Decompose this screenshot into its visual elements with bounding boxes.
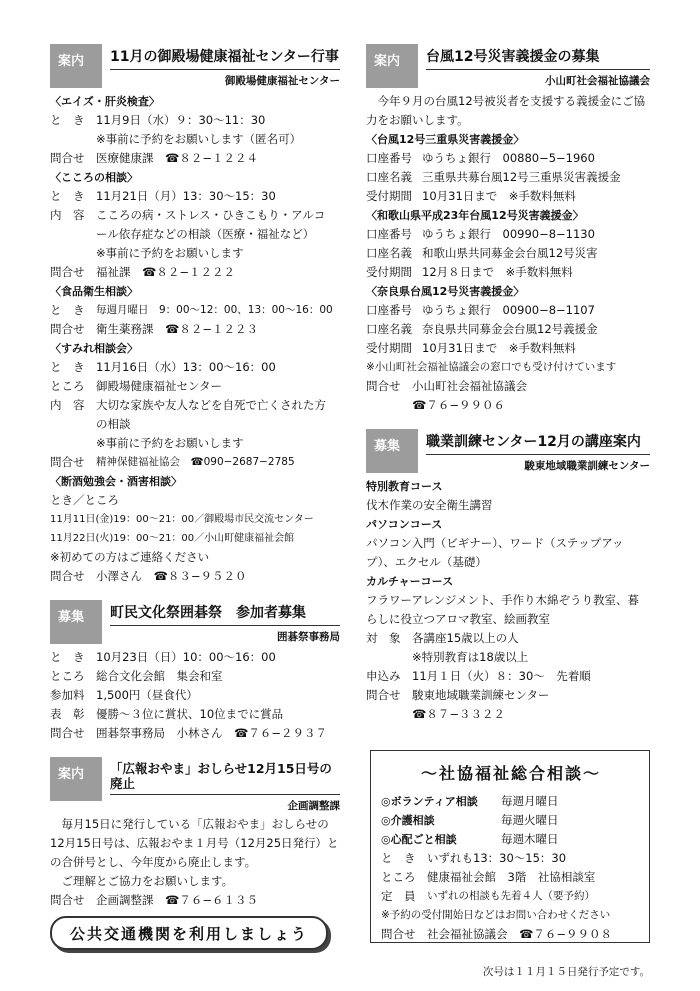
category-tag: 募集: [366, 429, 418, 473]
wakayama-period: 12月８日まで ※手数料無料: [422, 265, 573, 279]
drink-whenwhere: とき／ところ: [50, 493, 119, 507]
category-tag: 案内: [50, 757, 102, 801]
igo-body: [50, 648, 340, 743]
welfare-consultation-box: [370, 750, 650, 943]
consult-capacity: いずれの相談も先着４人（要予約）: [427, 890, 595, 902]
label: と き: [50, 303, 85, 317]
koho-text2: ご理解とご協力をお願いします。: [50, 874, 234, 888]
right-column: [366, 44, 650, 724]
sumire-content-cont: の相談: [96, 417, 131, 431]
section-org: 囲碁祭事務局: [277, 631, 340, 643]
koho-body: [50, 815, 340, 910]
label: ところ: [50, 379, 85, 393]
section-org: 小山町社会福祉協議会: [545, 75, 650, 87]
label: 問合せ: [366, 379, 401, 393]
mie-period: 10月31日まで ※手数料無料: [422, 189, 576, 203]
label: 口座名義: [366, 322, 412, 336]
mie-heading: 〈台風12号三重県災害義援金〉: [366, 133, 525, 146]
course3-body: フラワーアレンジメント、手作り木綿ぞうり教室、暮らしに役立つアロマ教室、絵画教室: [366, 593, 640, 626]
food-when: 毎週月曜日 9：00〜12：00、13：00〜16：00: [96, 304, 333, 316]
koho-contact: 企画調整課 ☎７６−６１３５: [96, 893, 258, 907]
label: 口座番号: [366, 227, 412, 241]
label: 対 象: [366, 631, 401, 645]
sumire-content: 大切な家族や友人などを自死で亡くされた方: [96, 398, 326, 412]
label: と き: [50, 189, 85, 203]
mind-when: 11月21日（月）13：30〜15：30: [96, 189, 276, 203]
consult-place: 健康福祉会館 3階 社協相談室: [427, 870, 596, 884]
label: 受付期間: [366, 265, 412, 279]
typhoon-intro: 今年９月の台風12号被災者を支援する義援金にご協力をお願いします。: [366, 94, 646, 127]
label: 問合せ: [381, 927, 416, 941]
koho-header: [50, 757, 340, 812]
label: と き: [381, 851, 416, 865]
label: と き: [50, 360, 85, 374]
label: 表 彰: [50, 707, 85, 721]
label: 問合せ: [50, 265, 85, 279]
igo-header: [50, 600, 340, 644]
label: 定 員: [381, 889, 416, 903]
food-heading: 〈食品衛生相談〉: [50, 285, 138, 298]
label: 受付期間: [366, 341, 412, 355]
worry-day: 毎週木曜日: [501, 832, 559, 846]
label: 問合せ: [50, 569, 85, 583]
drink-line1: 11月11日(金)19：00〜21：00／御殿場市民交流センター: [50, 514, 314, 525]
wakayama-account: ゆうちょ銀行 00990−8−1130: [422, 227, 595, 241]
training-contact: 駿東地域職業訓練センター: [412, 688, 550, 702]
typhoon-tel: ☎７６−９９０６: [412, 398, 505, 412]
course1-heading: 特別教育コース: [366, 480, 443, 493]
label: と き: [50, 650, 85, 664]
section-title: 町民文化祭囲碁祭 参加者募集: [110, 600, 340, 626]
typhoon-header: [366, 44, 650, 88]
mind-note: ※事前に予約をお願いします: [96, 246, 244, 260]
igo-place: 総合文化会館 集会和室: [96, 669, 223, 683]
label: と き: [50, 113, 85, 127]
igo-award: 優勝〜３位に賞状、10位までに賞品: [96, 707, 284, 721]
label: 参加料: [50, 688, 85, 702]
aids-when: 11月9日（水）９：30〜11：30: [96, 113, 266, 127]
label: ◎介護相談: [381, 814, 435, 827]
mie-account: ゆうちょ銀行 00880−5−1960: [422, 151, 595, 165]
left-column: [50, 44, 340, 910]
section-org: 企画調整課: [287, 800, 340, 812]
course2-body: パソコン入門（ビギナー）、ワード（ステップアップ）、エクセル（基礎）: [366, 536, 624, 569]
label: ところ: [50, 669, 85, 683]
label: 内 容: [50, 208, 85, 222]
label: 問合せ: [50, 151, 85, 165]
typhoon-contact: 小山町社会福祉協議会: [412, 379, 527, 393]
label: 問合せ: [50, 455, 85, 469]
training-target-note: ※特別教育は18歳以上: [412, 650, 529, 664]
drink-heading: 〈断酒勉強会・酒害相談〉: [50, 475, 182, 488]
typhoon-body: [366, 92, 650, 415]
section-org: 駿東地域職業訓練センター: [524, 460, 650, 472]
label: 問合せ: [50, 726, 85, 740]
category-tag: 案内: [366, 44, 418, 88]
wakayama-heading: 〈和歌山県平成23年台風12号災害義援金〉: [366, 209, 584, 222]
section-title: 11月の御殿場健康福祉センター行事: [110, 44, 340, 70]
care-day: 毎週火曜日: [501, 813, 559, 827]
label: 口座名義: [366, 246, 412, 260]
typhoon-note: ※小山町社会福祉協議会の窓口でも受け付けています: [366, 361, 617, 373]
food-contact: 衛生薬務課 ☎８２−１２２３: [96, 322, 258, 336]
igo-when: 10月23日（日）10：00〜16：00: [96, 650, 276, 664]
igo-contact: 囲碁祭事務局 小林さん ☎７６−２９３７: [96, 726, 327, 740]
course3-heading: カルチャーコース: [366, 575, 454, 588]
mind-heading: 〈こころの相談〉: [50, 171, 138, 184]
label: ◎ボランティア相談: [381, 795, 478, 808]
label: ところ: [381, 870, 416, 884]
mind-content: こころの病・ストレス・ひきこもり・アルコ: [96, 208, 326, 222]
training-body: [366, 477, 650, 724]
koho-text: 毎月15日に発行している「広報おやま」おしらせの12月15日号は、広報おやま１月号（12月25日発行）との合併号とし、今年度から廃止します。: [50, 817, 339, 869]
training-header: [366, 429, 650, 473]
label: ◎心配ごと相談: [381, 833, 457, 846]
nara-name: 奈良県共同募金会台風12号義援金: [422, 322, 598, 336]
next-issue-note: 次号は１１月１５日発行予定です。: [482, 966, 650, 978]
consult-contact: 社会福祉協議会 ☎７６−９９０８: [427, 927, 612, 941]
sumire-when: 11月16日（水）13：00〜16：00: [96, 360, 276, 374]
section-title: 職業訓練センター12月の講座案内: [426, 429, 650, 455]
label: 問合せ: [366, 688, 401, 702]
aids-note: ※事前に予約をお願いします（匿名可）: [96, 132, 302, 146]
label: 口座番号: [366, 303, 412, 317]
gotemba-events-body: [50, 92, 340, 586]
label: 内 容: [50, 398, 85, 412]
label: 口座名義: [366, 170, 412, 184]
public-transport-banner: 公共交通機関を利用しましょう: [50, 916, 328, 950]
consult-title: 〜社協福祉総合相談〜: [420, 764, 601, 783]
mind-contact: 福祉課 ☎８２−１２２２: [96, 265, 235, 279]
aids-heading: 〈エイズ・肝炎検査〉: [50, 95, 160, 108]
nara-account: ゆうちょ銀行 00900−8−1107: [422, 303, 595, 317]
section-title: [110, 757, 340, 795]
section-title: 台風12号災害義援金の募集: [426, 44, 650, 70]
label: 問合せ: [50, 893, 85, 907]
label: 受付期間: [366, 189, 412, 203]
label: 問合せ: [50, 322, 85, 336]
mind-content-cont: ール依存症などの相談（医療・福祉など）: [96, 227, 315, 241]
sumire-heading: 〈すみれ相談会〉: [50, 342, 138, 355]
training-apply: 11月１日（火）８：30〜 先着順: [412, 669, 591, 683]
label: 申込み: [366, 669, 401, 683]
section-org: 御殿場健康福祉センター: [224, 75, 340, 87]
training-target: 各講座15歳以上の人: [412, 631, 519, 645]
gotemba-events-header: [50, 44, 340, 88]
sumire-note: ※事前に予約をお願いします: [96, 436, 244, 450]
course2-heading: パソコンコース: [366, 518, 443, 531]
course1-body: 伐木作業の安全衛生講習: [366, 498, 493, 512]
category-tag: 募集: [50, 600, 102, 644]
sumire-place: 御殿場健康福祉センター: [96, 379, 223, 393]
igo-fee: 1,500円（昼食代）: [96, 688, 198, 702]
category-tag: 案内: [50, 44, 102, 88]
wakayama-name: 和歌山県共同募金会台風12号災害: [422, 246, 598, 260]
sumire-contact: 精神保健福祉協会 ☎090−2687−2785: [96, 456, 295, 468]
nara-heading: 〈奈良県台風12号災害義援金〉: [366, 285, 525, 298]
mie-name: 三重県共募台風12号三重県災害義援金: [422, 170, 621, 184]
label: 口座番号: [366, 151, 412, 165]
volunteer-day: 毎週月曜日: [501, 794, 559, 808]
title-line2: 廃止: [110, 776, 136, 791]
nara-period: 10月31日まで ※手数料無料: [422, 341, 576, 355]
consult-note: ※予約の受付開始日などはお問い合わせください: [381, 909, 611, 921]
aids-contact: 医療健康課 ☎８２−１２２４: [96, 151, 258, 165]
drink-contact: 小澤さん ☎８３−９５２０: [96, 569, 247, 583]
training-tel: ☎８７−３３２２: [412, 707, 505, 721]
title-line1: 「広報おやま」おしらせ12月15日号の: [110, 761, 332, 776]
drink-note: ※初めての方はご連絡ください: [50, 550, 210, 564]
drink-line2: 11月22日(火)19：00〜21：00／小山町健康福祉会館: [50, 533, 295, 544]
consult-when: いずれも13：30〜15：30: [427, 851, 567, 865]
